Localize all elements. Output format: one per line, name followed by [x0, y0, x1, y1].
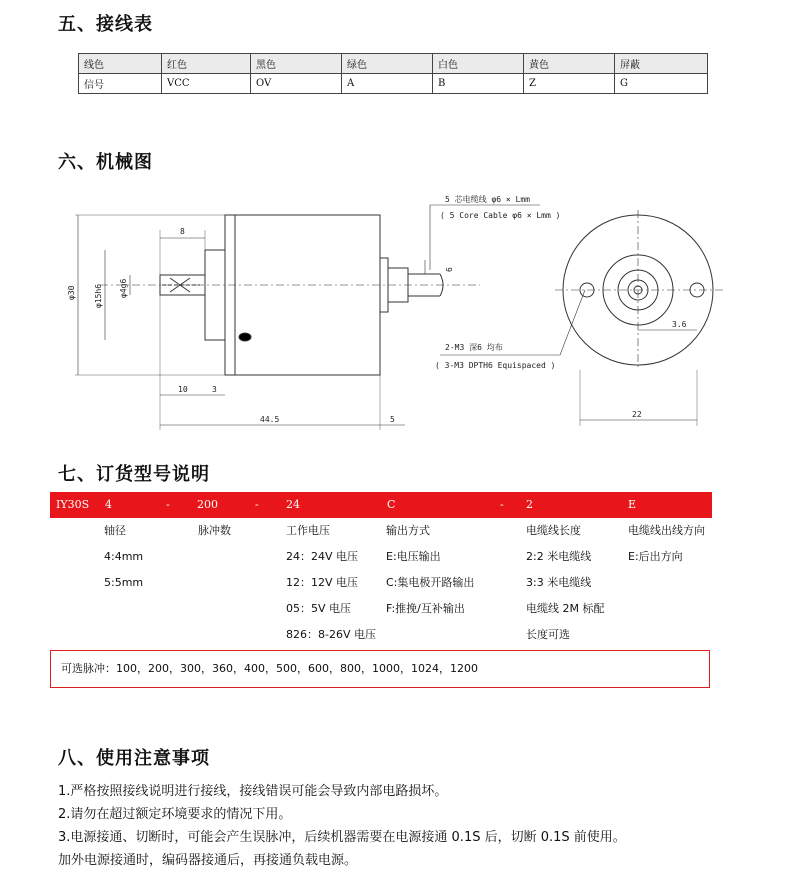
dim-label: 8: [180, 227, 185, 236]
list-item: E:后出方向: [628, 550, 683, 563]
cable-note-en: ( 5 Core Cable φ6 × Lmm ): [440, 211, 561, 220]
table-cell: 线色: [79, 54, 162, 74]
dim-label: 3.6: [672, 320, 687, 329]
list-item: 输出方式: [386, 524, 430, 537]
dim-label: 22: [632, 410, 642, 419]
code-cable: 2: [526, 498, 533, 511]
code-shaft: 4: [105, 498, 112, 511]
table-cell: 白色: [433, 54, 524, 74]
list-item: E:电压输出: [386, 550, 441, 563]
shaft-column: [104, 518, 143, 596]
dim-label: φ4g6: [119, 278, 128, 298]
dim-label: 44.5: [260, 415, 280, 424]
optional-pulses-box: 可选脉冲：100，200，300，360，400，500，600，800，1000，1024，1200: [50, 650, 710, 688]
hole-note-en: ( 3-M3 DPTH6 Equispaced ): [435, 361, 556, 370]
table-cell: OV: [251, 74, 342, 94]
output-column: [386, 518, 474, 622]
hole-note-cn: 2-M3 深6 均布: [445, 343, 503, 352]
list-item: 5:5mm: [104, 576, 144, 589]
order-code-bar: [50, 492, 712, 518]
list-item: 电缆线 2M 标配: [526, 602, 605, 615]
logo-mark: [239, 333, 251, 341]
code-output: C: [387, 498, 396, 511]
list-item: 电缆线长度: [526, 524, 581, 537]
code-pulse: 200: [197, 498, 218, 511]
usage-note: 3.电源接通、切断时，可能会产生误脉冲，后续机器需要在电源接通 0.1S 后，切断 0.1S 前使用。: [58, 830, 626, 845]
table-row: [79, 74, 708, 94]
usage-note: 1.严格按照接线说明进行接线，接线错误可能会导致内部电路损坏。: [58, 784, 448, 799]
code-model: IY30S: [56, 498, 90, 511]
list-item: F:推挽/互补输出: [386, 602, 465, 615]
cable-note-cn: 5 芯电缆线 φ6 × Lmm: [445, 195, 530, 204]
dim-label: 6: [445, 267, 454, 272]
list-item: 12：12V 电压: [286, 576, 359, 589]
encoder-body: [225, 215, 380, 375]
flange: [205, 250, 225, 340]
code-separator: -: [500, 498, 504, 511]
section-usage-title: 八、使用注意事项: [58, 748, 210, 769]
dim-label: 3: [212, 385, 217, 394]
list-item: 轴径: [104, 524, 126, 537]
mechanical-drawing: [60, 190, 740, 440]
section-wiring-title: 五、接线表: [58, 14, 153, 35]
dim-label: 5: [390, 415, 395, 424]
pulse-column: [198, 518, 231, 544]
code-direction: E: [628, 498, 637, 511]
usage-note: 加外电源接通时，编码器接通后，再接通负载电源。: [58, 853, 358, 868]
list-item: 826：8-26V 电压: [286, 628, 376, 641]
direction-column: [628, 518, 705, 570]
dim-label: 10: [178, 385, 188, 394]
dim-label: φ30: [67, 285, 76, 300]
table-cell: 绿色: [342, 54, 433, 74]
table-cell: 黄色: [524, 54, 615, 74]
list-item: 3:3 米电缆线: [526, 576, 592, 589]
voltage-column: [286, 518, 376, 648]
section-mechanical-title: 六、机械图: [58, 152, 153, 173]
table-cell: G: [615, 74, 708, 94]
dim-label: φ15h6: [94, 283, 103, 308]
list-item: 05：5V 电压: [286, 602, 352, 615]
list-item: 工作电压: [286, 524, 330, 537]
code-voltage: 24: [286, 498, 300, 511]
list-item: 长度可选: [526, 628, 570, 641]
list-item: C:集电极开路输出: [386, 576, 475, 589]
table-cell: 屏蔽: [615, 54, 708, 74]
list-item: 2:2 米电缆线: [526, 550, 592, 563]
list-item: 脉冲数: [198, 524, 231, 537]
list-item: 电缆线出线方向: [628, 524, 705, 537]
list-item: 4:4mm: [104, 550, 144, 563]
code-separator: -: [255, 498, 259, 511]
list-item: 24：24V 电压: [286, 550, 359, 563]
table-cell: 黑色: [251, 54, 342, 74]
code-separator: -: [166, 498, 170, 511]
usage-note: 2.请勿在超过额定环境要求的情况下用。: [58, 807, 292, 822]
table-cell: VCC: [162, 74, 251, 94]
cable-column: [526, 518, 604, 648]
section-ordering-title: 七、订货型号说明: [58, 464, 210, 485]
table-cell: Z: [524, 74, 615, 94]
table-cell: 红色: [162, 54, 251, 74]
wiring-table: [78, 53, 708, 94]
table-cell: A: [342, 74, 433, 94]
table-cell: B: [433, 74, 524, 94]
table-row: [79, 54, 708, 74]
table-cell: 信号: [79, 74, 162, 94]
